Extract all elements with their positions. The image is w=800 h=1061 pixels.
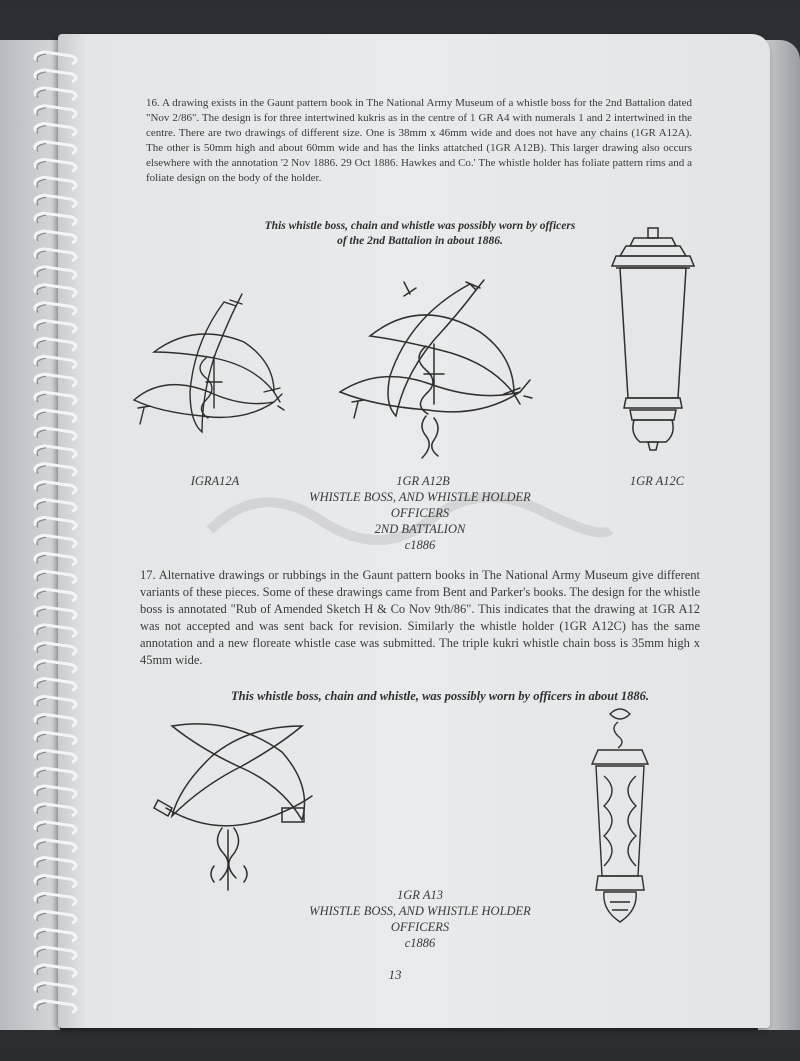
spiral-coil [35, 661, 76, 673]
spiral-coil-shadow [37, 197, 46, 205]
caption-line: of the 2nd Battalion in about 1886. [337, 235, 503, 247]
spiral-coil [35, 696, 76, 708]
spiral-coil [35, 106, 76, 118]
spiral-coil-shadow [37, 895, 46, 903]
caption-line: OFFICERS [390, 920, 450, 934]
spiral-coil-shadow [37, 663, 46, 671]
spiral-coil [35, 804, 76, 816]
spiral-coil [35, 786, 76, 798]
spiral-coil-shadow [37, 734, 46, 742]
spiral-coil [35, 428, 76, 440]
spiral-coil [35, 679, 76, 691]
spiral-coil-shadow [37, 627, 46, 635]
spiral-coil-shadow [37, 161, 46, 169]
spiral-coil-shadow [37, 681, 46, 689]
spiral-coil [35, 374, 76, 386]
spiral-coil [35, 643, 76, 655]
spiral-coil-shadow [37, 609, 46, 617]
spiral-coil [35, 464, 76, 476]
spiral-coil [35, 356, 76, 368]
spiral-coil-shadow [37, 72, 46, 80]
spiral-coil-shadow [37, 340, 46, 348]
spiral-coil [35, 177, 76, 189]
spiral-coil-shadow [37, 251, 46, 259]
spiral-coil [35, 965, 76, 977]
spiral-coil-shadow [37, 358, 46, 366]
caption-officers-1886: This whistle boss, chain and whistle, was possibly worn by officers in about 1886. [231, 689, 649, 703]
spiral-coil-shadow [37, 913, 46, 921]
spiral-coil-shadow [37, 698, 46, 706]
spiral-coil-shadow [37, 770, 46, 778]
spiral-coil-shadow [37, 806, 46, 814]
caption-line: This whistle boss, chain and whistle was possibly worn by officers [264, 220, 576, 232]
whistle-holder-drawing-a12c [608, 224, 698, 458]
spiral-coil [35, 159, 76, 171]
spiral-coil-shadow [37, 323, 46, 331]
spiral-coil-shadow [37, 1003, 46, 1011]
spiral-coil-shadow [37, 842, 46, 850]
spiral-coil-shadow [37, 788, 46, 796]
spiral-coil [35, 267, 76, 279]
spiral-coil-shadow [37, 519, 46, 527]
spiral-coil-shadow [37, 967, 46, 975]
spiral-coil-shadow [37, 412, 46, 420]
caption-line: 2ND BATTALION [374, 522, 466, 536]
spiral-coil [35, 70, 76, 82]
spiral-coil [35, 446, 76, 458]
spiral-coil-shadow [37, 215, 46, 223]
spiral-coil-shadow [37, 877, 46, 885]
spiral-coil-shadow [37, 108, 46, 116]
spiral-coil-shadow [37, 233, 46, 241]
spiral-coil-shadow [37, 287, 46, 295]
spiral-coil [35, 231, 76, 243]
whistle-holder-drawing-a13 [580, 706, 660, 930]
whistle-boss-drawing-a12a [124, 282, 294, 452]
spiral-coil [35, 142, 76, 154]
spiral-coil-shadow [37, 179, 46, 187]
spiral-coil-shadow [37, 126, 46, 134]
spiral-coil-shadow [37, 931, 46, 939]
spiral-coil [35, 410, 76, 422]
spiral-coil [35, 321, 76, 333]
spiral-coil [35, 88, 76, 100]
spiral-coil [35, 285, 76, 297]
spiral-coil-shadow [37, 430, 46, 438]
spiral-coil-shadow [37, 394, 46, 402]
spiral-coil-shadow [37, 305, 46, 313]
spiral-coil-shadow [37, 573, 46, 581]
spiral-coil [35, 768, 76, 780]
spiral-coil-shadow [37, 484, 46, 492]
spiral-coil [35, 482, 76, 494]
group2-caption [260, 887, 580, 951]
spiral-coil [35, 750, 76, 762]
spiral-coil-shadow [37, 90, 46, 98]
caption-line: 1GR A13 [397, 888, 443, 902]
spiral-coil [35, 607, 76, 619]
spiral-coil-shadow [37, 502, 46, 510]
caption-line: WHISTLE BOSS, AND WHISTLE HOLDER [309, 904, 531, 918]
spiral-coil-shadow [37, 555, 46, 563]
spiral-coil-shadow [37, 591, 46, 599]
spiral-coil-shadow [37, 949, 46, 957]
spiral-coil [35, 553, 76, 565]
spiral-coil [35, 732, 76, 744]
spiral-coil-shadow [37, 716, 46, 724]
spiral-coil [35, 714, 76, 726]
spiral-coil [35, 500, 76, 512]
spiral-coil [35, 213, 76, 225]
label-1gr-a12a: IGRA12A [190, 474, 240, 488]
spiral-coil [35, 858, 76, 870]
label-1gr-a12b: 1GR A12B [396, 474, 450, 488]
spiral-coil-shadow [37, 269, 46, 277]
group1-caption [230, 489, 610, 553]
spiral-coil [35, 535, 76, 547]
spiral-coil-shadow [37, 824, 46, 832]
spiral-coil [35, 840, 76, 852]
spiral-coil [35, 392, 76, 404]
spiral-coil [35, 911, 76, 923]
spiral-coil-shadow [37, 144, 46, 152]
spiral-coil [35, 947, 76, 959]
spiral-coil [35, 893, 76, 905]
spiral-coil-shadow [37, 376, 46, 384]
spiral-coil-shadow [37, 448, 46, 456]
spiral-coil-shadow [37, 466, 46, 474]
label-1gr-a12c: 1GR A12C [629, 474, 685, 488]
caption-line: c1886 [404, 936, 436, 950]
spiral-coil [35, 195, 76, 207]
spiral-coil [35, 875, 76, 887]
spiral-coil [35, 589, 76, 601]
spiral-coil-shadow [37, 752, 46, 760]
whistle-boss-drawing-a13 [152, 716, 322, 906]
spiral-coil [35, 822, 76, 834]
spiral-coil [35, 124, 76, 136]
spiral-binding [28, 44, 88, 1024]
spiral-coil [35, 338, 76, 350]
spiral-coil [35, 1001, 76, 1013]
spiral-coil-shadow [37, 54, 46, 62]
caption-line: OFFICERS [390, 506, 450, 520]
spiral-coil [35, 517, 76, 529]
caption-officers-2nd-battalion [240, 219, 600, 249]
spiral-coil-shadow [37, 645, 46, 653]
spiral-coil-shadow [37, 537, 46, 545]
spiral-coil [35, 625, 76, 637]
spiral-coil-shadow [37, 985, 46, 993]
spiral-coil [35, 983, 76, 995]
spiral-coil [35, 929, 76, 941]
paragraph-17: 17. Alternative drawings or rubbings in the Gaunt pattern books in The National Army Museum give different variants of these pieces. Some of these drawings came from Bent and Parker's books. The design for the whistle boss is annotated "Rub of Amended Sketch H & Co Nov 9th/86". This indicates that the drawing at 1GR A12 was not accepted and was sent back for revision. Similarly the whistle holder (1GR A12C) has the same annotation and a new floreate whistle case was submitted. The triple kukri whistle chain boss is 35mm high x 45mm wide. [140, 568, 700, 667]
whistle-boss-drawing-a12b [330, 276, 540, 476]
caption-line: c1886 [404, 538, 436, 552]
spiral-coil [35, 571, 76, 583]
spiral-coil [35, 303, 76, 315]
spiral-coil-shadow [37, 860, 46, 868]
caption-line: WHISTLE BOSS, AND WHISTLE HOLDER [309, 490, 531, 504]
spiral-coil [35, 52, 76, 64]
paragraph-16: 16. A drawing exists in the Gaunt pattern book in The National Army Museum of a whistle boss for the 2nd Battalion dated "Nov 2/86". The design is for three intertwined kukris as in the centre of 1 GR A4 with numerals 1 and 2 intertwined in the centre. There are two drawings of different size. One is 38mm x 46mm wide and does not have any chains (1GR A12A). The other is 50mm high and about 60mm wide and has the links attatched (1GR A12B). This larger drawing also occurs elsewhere with the annotation '2 Nov 1886. 29 Oct 1886. Hawkes and Co.' The whistle holder has foliate pattern rims and a foliate design on the body of the holder. [146, 97, 692, 184]
spiral-coil [35, 249, 76, 261]
page-number: 13 [388, 967, 402, 982]
